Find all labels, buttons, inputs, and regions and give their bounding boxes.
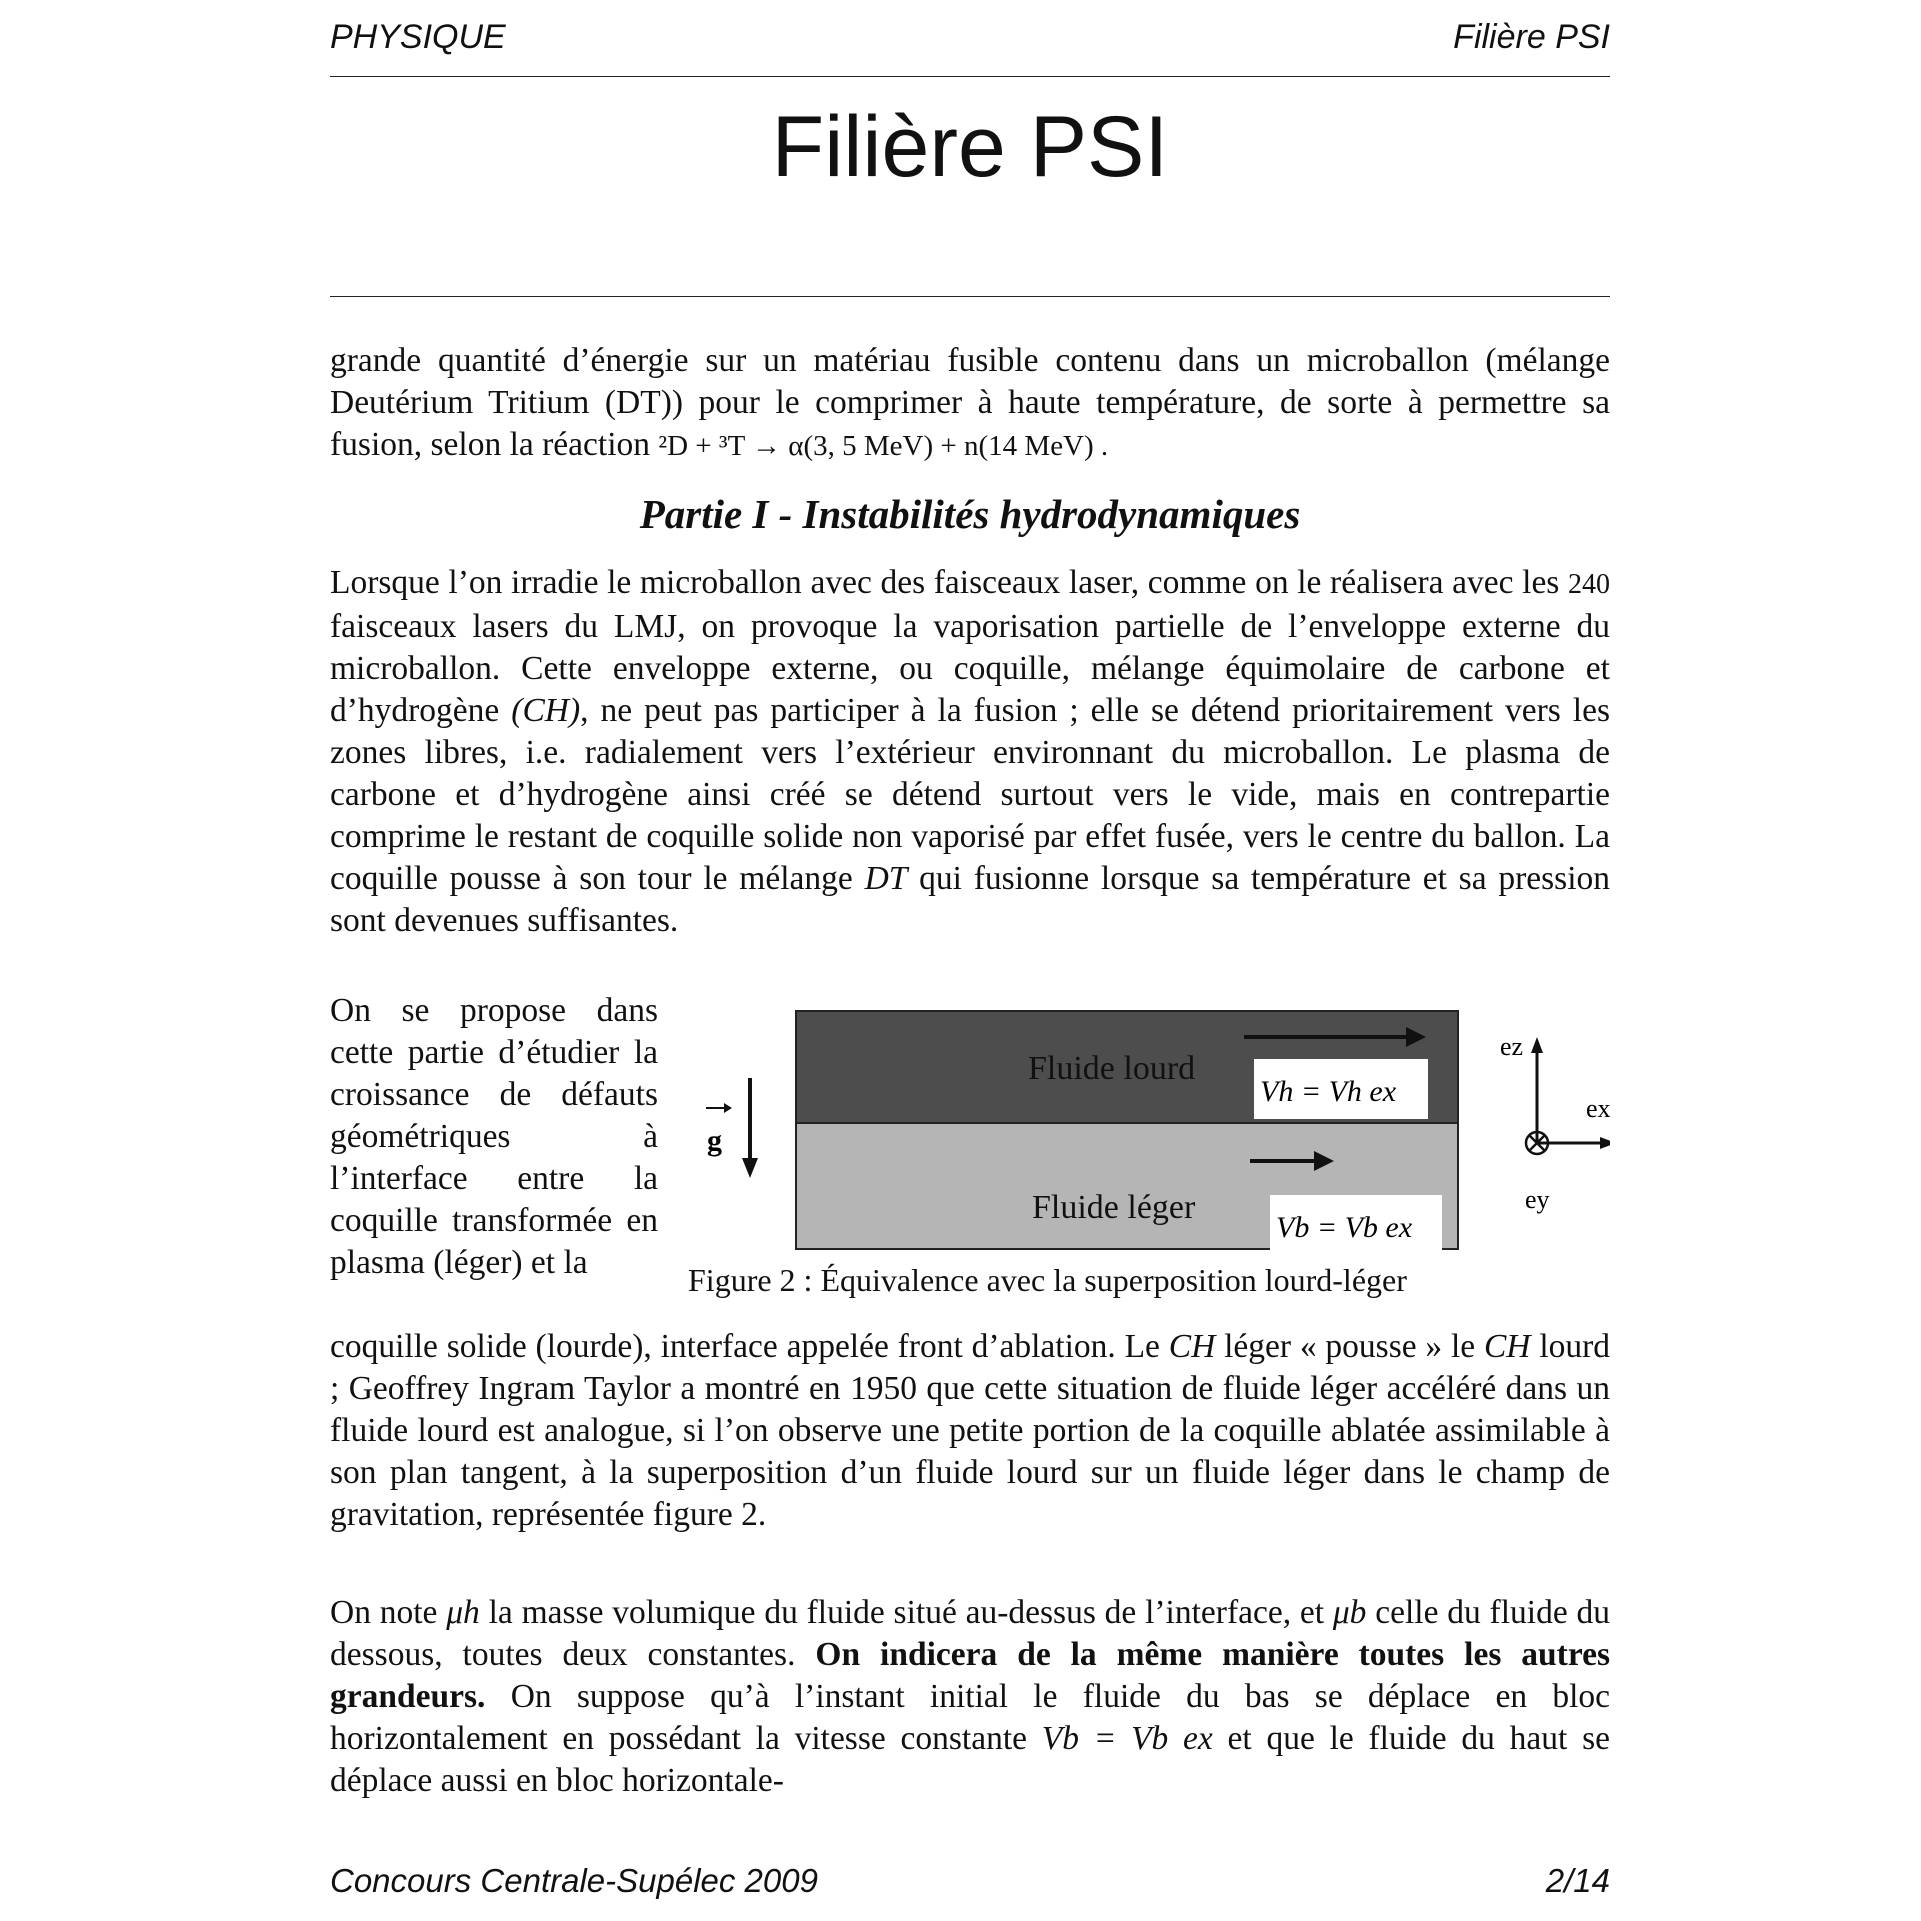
ez-label: ez [1500,1032,1524,1061]
intro-text: grande quantité d’énergie sur un matériau fusible contenu dans un microballon (mélange Deutérium Tritium (DT)) pour le comprimer à haute température, de sorte à permettre sa fusion, selon la réaction [330,342,1610,463]
title-rule [330,296,1610,297]
p1-part1: Lorsque l’on irradie le microballon avec des faisceaux laser, comme on le réalisera avec les [330,564,1560,601]
page-title: Filière PSI [771,99,1169,195]
intro-paragraph [330,340,1610,467]
header-track: Filière PSI [1453,18,1610,56]
p1-part4: qui fusionne lorsque sa température et sa pression sont devenues suffisantes. [330,860,1611,939]
p2-part3: lourd ; Geoffrey Ingram Taylor a montré en 1950 que cette situation de fluide léger accéléré dans un fluide lourd est analogue, si l’on observe une petite portion de la coquille ablatée assimilable à son plan tangent, à la superposition d’un fluide lourd sur un fluide léger dans le champ de gravitation, représentée figure 2. [330,1328,1611,1533]
p2-part1: coquille solide (lourde), interface appelée front d’ablation. Le [330,1328,1160,1365]
g-vector-label [706,1103,732,1157]
paragraph-3 [330,1592,1610,1802]
ey-label: ey [1525,1185,1550,1214]
p2-ch2: CH [1483,1328,1531,1365]
light-fluid-label: Fluide léger [1032,1189,1196,1226]
footer-page-number: 2/14 [1545,1862,1610,1899]
gravity-arrow [742,1078,758,1178]
section-heading: Partie I - Instabilités hydrodynamiques [639,491,1301,537]
g-label: g [707,1124,722,1157]
p3-vb-eq: Vb = Vb ex [1041,1720,1213,1757]
paragraph-1 [330,562,1610,942]
header-rule [330,76,1610,77]
p1-ch: (CH) [511,692,581,729]
fusion-reaction: ²D + ³T → α(3, 5 MeV) + n(14 MeV) . [658,430,1109,462]
heavy-fluid-label: Fluide lourd [1028,1050,1196,1087]
p3-part2: la masse volumique du fluide situé au-dessus de l’interface, et [488,1594,1325,1631]
p3-bold: On indicera de la même manière toutes les autres grandeurs. [330,1636,1610,1715]
p3-part5: et que le fluide du haut se déplace aussi en bloc horizontale- [330,1720,1610,1799]
side-paragraph: On se propose dans cette partie d’étudier la croissance de défauts géométriques à l’interface entre la coquille transformée en plasma (léger) et la [330,992,658,1281]
p3-part1: On note [330,1594,438,1631]
p1-part2: faisceaux lasers du LMJ, on provoque la vaporisation partielle de l’enveloppe externe du microballon. Cette enveloppe externe, ou coquille, mélange équimolaire de carbone et d’hydrogène [330,608,1610,729]
page [330,0,1610,1921]
p3-part3: celle du fluide du dessous, toutes deux constantes. [330,1594,1610,1673]
p3-mu-b: μb [1332,1594,1367,1631]
paragraph-2 [330,1326,1610,1536]
p2-part2: léger « pousse » le [1224,1328,1476,1365]
figure-caption: Figure 2 : Équivalence avec la superposition lourd-léger [688,1262,1407,1298]
p3-mu-h: μh [446,1594,480,1631]
p2-ch1: CH [1168,1328,1216,1365]
light-velocity-eq: Vb = Vb ex [1276,1211,1413,1244]
ex-label: ex [1586,1094,1610,1123]
p3-part4: On suppose qu’à l’instant initial le fluide du bas se déplace en bloc horizontalement en possédant la vitesse constante [330,1678,1611,1757]
p1-num240: 240 [1568,569,1611,600]
header-subject: PHYSIQUE [330,18,506,56]
p1-dt: DT [864,860,908,897]
heavy-velocity-eq: Vh = Vh ex [1260,1075,1397,1108]
p1-part3: , ne peut pas participer à la fusion ; elle se détend prioritairement vers les zones libres, i.e. radialement vers l’extérieur environnant du microballon. Le plasma de carbone et d’hydrogène ainsi créé se détend surtout vers le vide, mais en contrepartie comprime le restant de coquille solide non vaporisé par effet fusée, vers le centre du ballon. La coquille pousse à son tour le mélange [330,692,1611,897]
footer-exam: Concours Centrale-Supélec 2009 [330,1862,818,1899]
